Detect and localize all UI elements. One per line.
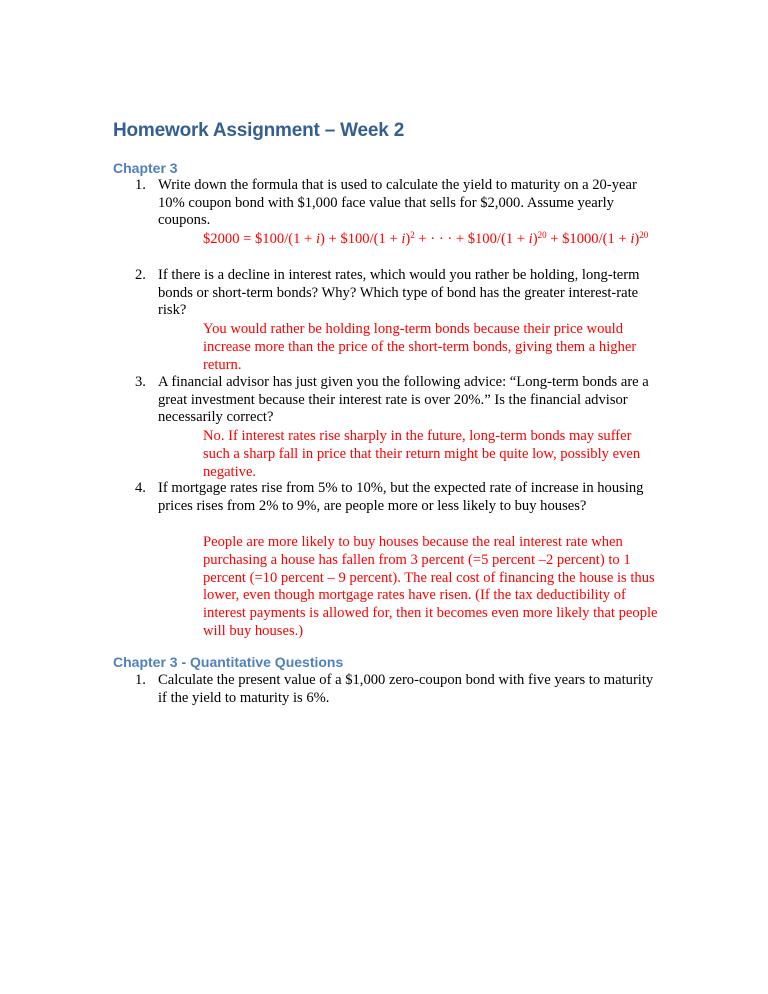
question-number: 1. — [135, 177, 146, 193]
section-heading-quantitative: Chapter 3 - Quantitative Questions — [113, 654, 344, 670]
answer-4: People are more likely to buy houses because the real interest rate when purchasing a house has fallen from 3 percent (=5 percent –2 percent) to 1 percent (=10 percent – 9 percent). The real cost of financing the house is thus lower, even though mortgage rates have risen. (If the tax deductibility of interest payments is allowed for, then it becomes even more likely that people will buy houses.) — [203, 534, 658, 639]
page-title: Homework Assignment – Week 2 — [113, 120, 405, 141]
question-4 — [135, 480, 655, 515]
question-number: 4. — [135, 480, 146, 496]
question-text: Write down the formula that is used to calculate the yield to maturity on a 20-year 10% coupon bond with $1,000 face value that sells for $2,000. Assume yearly coupons. — [158, 177, 637, 229]
answer-2: You would rather be holding long-term bonds because their price would increase more than the price of the short-term bonds, giving them a higher return. — [203, 321, 637, 373]
question-number: 3. — [135, 374, 146, 390]
question-2 — [135, 267, 655, 320]
section-heading-chapter-3: Chapter 3 — [113, 160, 178, 176]
question-text: If there is a decline in interest rates, which would you rather be holding, long-term bonds or short-term bonds? Why? Which type of bond has the greater interest-rate risk? — [158, 267, 640, 319]
question-number: 1. — [135, 672, 146, 688]
question-number: 2. — [135, 267, 146, 283]
question-1 — [135, 177, 655, 230]
question-text: A financial advisor has just given you the following advice: “Long-term bonds are a great investment because their interest rate is over 20%.” Is the financial advisor necessarily correct? — [158, 374, 649, 426]
question-text: If mortgage rates rise from 5% to 10%, but the expected rate of increase in housing prices rises from 2% to 9%, are people more or less likely to buy houses? — [158, 480, 644, 514]
question-3 — [135, 374, 655, 427]
question-text: Calculate the present value of a $1,000 zero-coupon bond with five years to maturity if the yield to maturity is 6%. — [158, 672, 654, 706]
answer-1-formula: $2000 = $100/(1 + i) + $100/(1 + i)$^2$ + · · · + $100/(1 + i)$^{20}$ + $1000/(1 + i)$^{20}$ — [203, 230, 649, 247]
answer-3: No. If interest rates rise sharply in the future, long-term bonds may suffer such a sharp fall in price that their return might be quite low, possibly even negative. — [203, 428, 641, 480]
quantitative-question-1 — [135, 672, 655, 707]
